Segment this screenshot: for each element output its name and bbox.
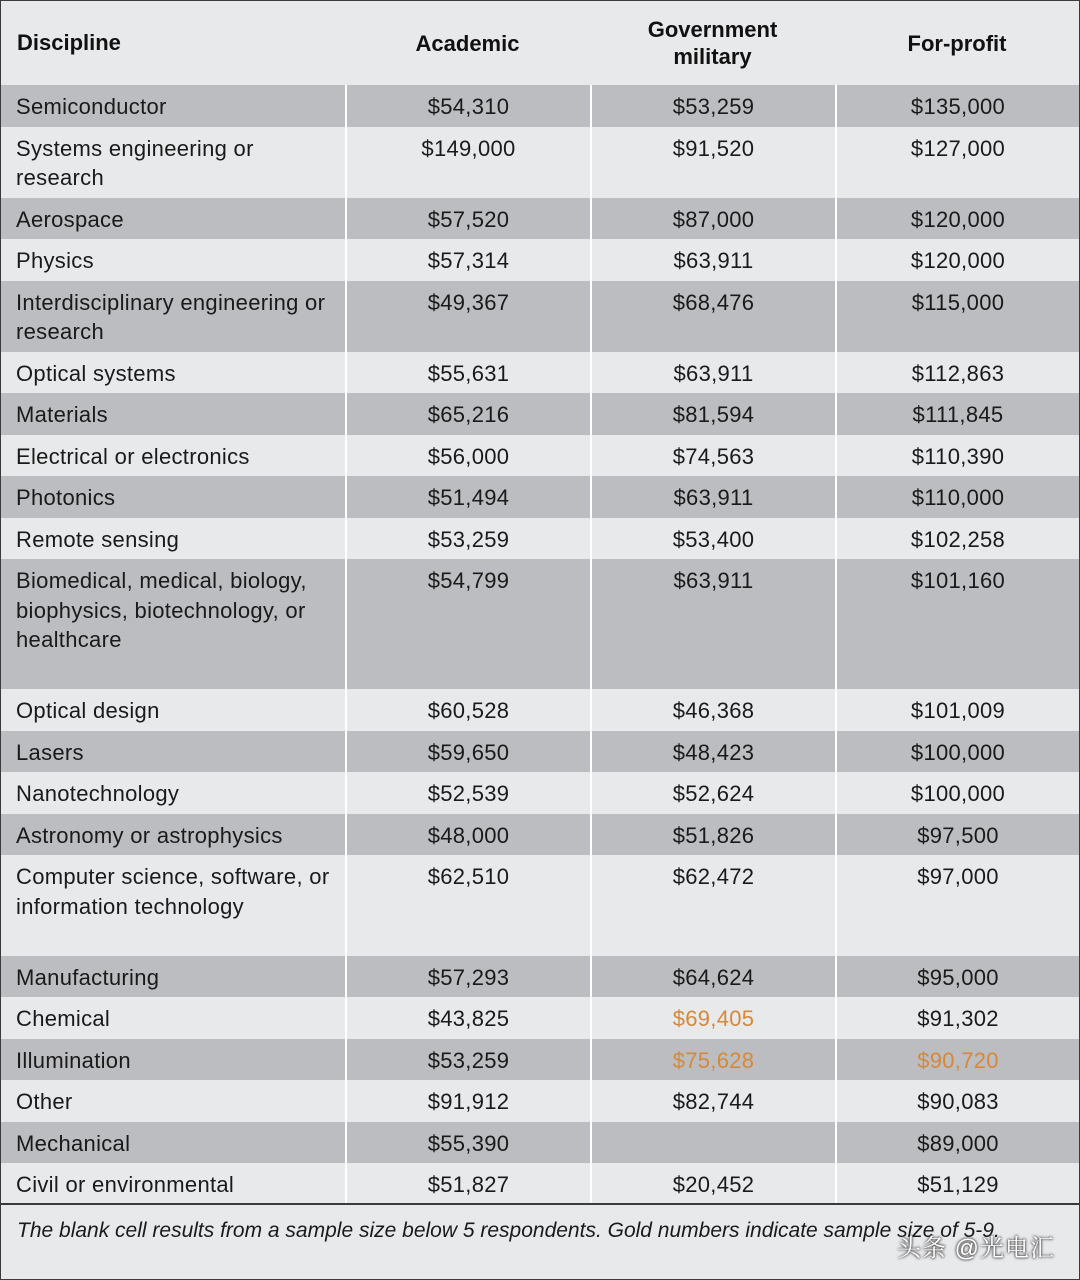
government-military-cell: $62,472 — [590, 855, 835, 956]
discipline-cell: Biomedical, medical, biology, biophysics, biotechnology, or healthcare — [16, 568, 307, 652]
discipline-cell: Interdisciplinary engineering or research — [16, 289, 326, 344]
government-military-cell: $64,624 — [590, 956, 835, 998]
header-government-military-label: Government military — [647, 17, 778, 69]
table-row — [1, 772, 1079, 814]
discipline-cell: Lasers — [16, 739, 84, 765]
discipline-cell: Astronomy or astrophysics — [16, 822, 283, 848]
discipline-cell: Manufacturing — [16, 964, 160, 990]
table-row — [1, 127, 1079, 198]
table-row — [1, 1039, 1079, 1081]
table-row — [1, 85, 1079, 127]
government-military-cell: $53,400 — [590, 518, 835, 560]
academic-cell: $51,827 — [345, 1163, 590, 1205]
table-row — [1, 1122, 1079, 1164]
government-military-cell: $52,624 — [590, 772, 835, 814]
for-profit-cell: $91,302 — [835, 997, 1079, 1039]
discipline-cell: Electrical or electronics — [16, 443, 250, 469]
table-row — [1, 997, 1079, 1039]
table-row — [1, 559, 1079, 689]
academic-cell: $54,310 — [345, 85, 590, 127]
academic-cell: $91,912 — [345, 1080, 590, 1122]
academic-cell: $149,000 — [345, 127, 590, 198]
header-government-military — [590, 1, 835, 85]
for-profit-cell: $110,000 — [835, 476, 1079, 518]
discipline-cell: Optical systems — [16, 360, 176, 386]
academic-cell: $49,367 — [345, 281, 590, 352]
government-military-cell: $87,000 — [590, 198, 835, 240]
table-row — [1, 393, 1079, 435]
for-profit-cell: $102,258 — [835, 518, 1079, 560]
for-profit-cell: $101,160 — [835, 559, 1079, 689]
header-academic: Academic — [415, 30, 520, 56]
table-row — [1, 689, 1079, 731]
table-row — [1, 731, 1079, 773]
government-military-cell: $20,452 — [590, 1163, 835, 1205]
header-for-profit: For-profit — [907, 30, 1007, 56]
discipline-cell: Optical design — [16, 698, 160, 723]
discipline-cell: Systems engineering or research — [16, 135, 254, 190]
discipline-cell: Illumination — [16, 1047, 131, 1073]
government-military-cell: $82,744 — [590, 1080, 835, 1122]
government-military-cell: $63,911 — [590, 476, 835, 518]
academic-cell: $57,520 — [345, 198, 590, 240]
for-profit-cell: $97,500 — [835, 814, 1079, 856]
academic-cell: $51,494 — [345, 476, 590, 518]
for-profit-cell: $127,000 — [835, 127, 1079, 198]
academic-cell: $43,825 — [345, 997, 590, 1039]
table-row — [1, 1080, 1079, 1122]
table-row — [1, 518, 1079, 560]
for-profit-cell: $101,009 — [835, 689, 1079, 731]
discipline-cell: Mechanical — [16, 1130, 131, 1156]
table-row — [1, 198, 1079, 240]
government-military-cell: $69,405 — [590, 997, 835, 1039]
table-body — [1, 85, 1079, 1205]
discipline-cell: Civil or environmental — [16, 1172, 235, 1197]
academic-cell: $57,293 — [345, 956, 590, 998]
for-profit-cell: $90,083 — [835, 1080, 1079, 1122]
discipline-cell: Other — [16, 1089, 73, 1114]
academic-cell: $65,216 — [345, 393, 590, 435]
for-profit-cell: $115,000 — [835, 281, 1079, 352]
for-profit-cell: $89,000 — [835, 1122, 1079, 1164]
academic-cell: $59,650 — [345, 731, 590, 773]
discipline-cell: Computer science, software, or information technology — [16, 864, 330, 919]
government-military-cell: $63,911 — [590, 239, 835, 281]
table-row — [1, 1163, 1079, 1205]
discipline-cell: Nanotechnology — [16, 781, 180, 806]
for-profit-cell: $112,863 — [835, 352, 1079, 394]
table-row — [1, 435, 1079, 477]
discipline-cell: Photonics — [16, 485, 116, 510]
for-profit-cell: $135,000 — [835, 85, 1079, 127]
academic-cell: $53,259 — [345, 518, 590, 560]
academic-cell: $56,000 — [345, 435, 590, 477]
discipline-cell: Semiconductor — [16, 94, 167, 119]
footnote-text: The blank cell results from a sample size below 5 respondents. Gold numbers indicate sample size of 5-9. — [17, 1219, 1000, 1242]
for-profit-cell: $120,000 — [835, 239, 1079, 281]
table-row — [1, 281, 1079, 352]
for-profit-cell: $110,390 — [835, 435, 1079, 477]
discipline-cell: Physics — [16, 248, 94, 273]
for-profit-cell: $111,845 — [835, 393, 1079, 435]
academic-cell: $55,631 — [345, 352, 590, 394]
discipline-cell: Chemical — [16, 1006, 111, 1031]
for-profit-cell: $95,000 — [835, 956, 1079, 998]
table-row — [1, 814, 1079, 856]
government-military-cell: $81,594 — [590, 393, 835, 435]
government-military-cell: $75,628 — [590, 1039, 835, 1081]
academic-cell: $53,259 — [345, 1039, 590, 1081]
for-profit-cell: $97,000 — [835, 855, 1079, 956]
government-military-cell: $53,259 — [590, 85, 835, 127]
discipline-cell: Aerospace — [16, 206, 124, 232]
academic-cell: $52,539 — [345, 772, 590, 814]
academic-cell: $57,314 — [345, 239, 590, 281]
table-row — [1, 855, 1079, 956]
academic-cell: $60,528 — [345, 689, 590, 731]
table-row — [1, 239, 1079, 281]
academic-cell: $62,510 — [345, 855, 590, 956]
discipline-cell: Materials — [16, 402, 108, 427]
for-profit-cell: $90,720 — [835, 1039, 1079, 1081]
for-profit-cell: $100,000 — [835, 772, 1079, 814]
government-military-cell: $46,368 — [590, 689, 835, 731]
government-military-cell — [590, 1122, 835, 1164]
government-military-cell: $74,563 — [590, 435, 835, 477]
watermark: 头条 @光电汇 — [896, 1235, 1055, 1262]
government-military-cell: $63,911 — [590, 559, 835, 689]
government-military-cell: $48,423 — [590, 731, 835, 773]
academic-cell: $48,000 — [345, 814, 590, 856]
for-profit-cell: $100,000 — [835, 731, 1079, 773]
table-row — [1, 956, 1079, 998]
government-military-cell: $51,826 — [590, 814, 835, 856]
table-row — [1, 476, 1079, 518]
academic-cell: $55,390 — [345, 1122, 590, 1164]
government-military-cell: $91,520 — [590, 127, 835, 198]
for-profit-cell: $120,000 — [835, 198, 1079, 240]
header-discipline: Discipline — [17, 30, 121, 55]
for-profit-cell: $51,129 — [835, 1163, 1079, 1205]
government-military-cell: $63,911 — [590, 352, 835, 394]
academic-cell: $54,799 — [345, 559, 590, 689]
discipline-cell: Remote sensing — [16, 526, 180, 552]
table-row — [1, 352, 1079, 394]
table-header — [1, 1, 1079, 85]
government-military-cell: $68,476 — [590, 281, 835, 352]
